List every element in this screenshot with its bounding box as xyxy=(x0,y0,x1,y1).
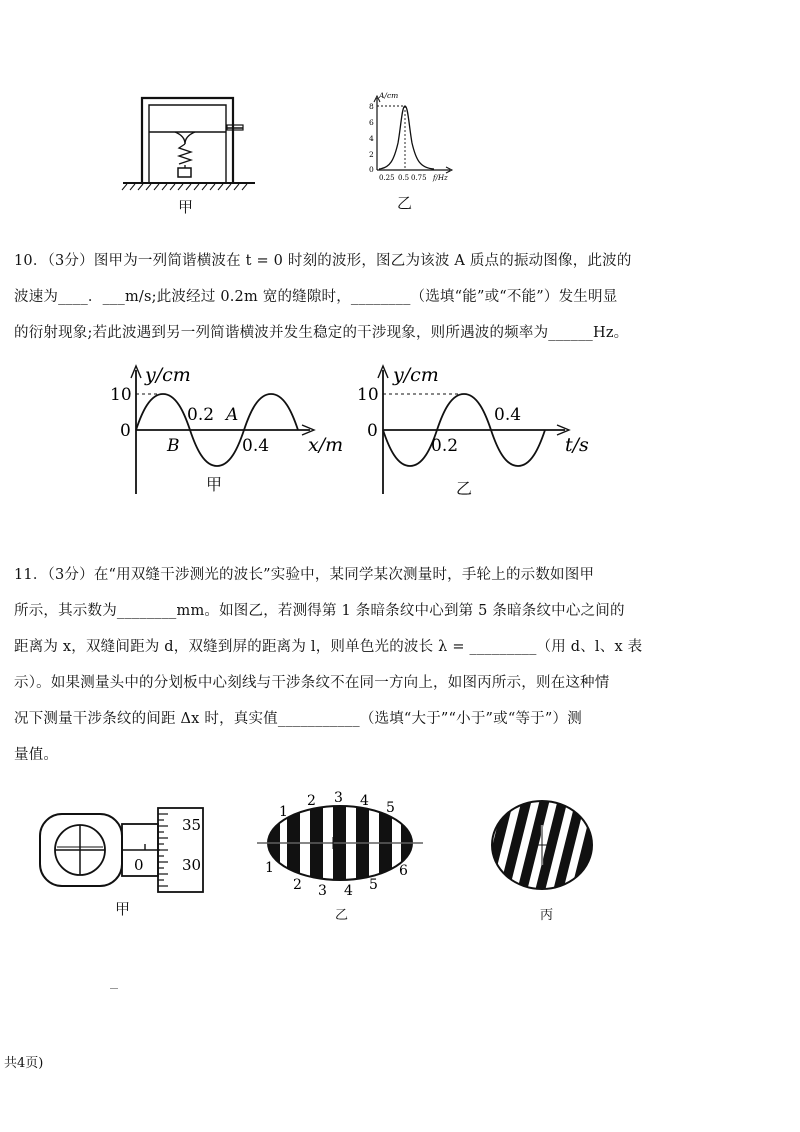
q10-line-3: 的衍射现象;若此波遇到另一列简谐横波并发生稳定的干涉现象，则所遇波的频率为______Hz。 xyxy=(14,325,629,341)
q11-line-1: 11．（3分）在“用双缝干涉测光的波长”实验中，某同学某次测量时，手轮上的示数如图甲 xyxy=(14,567,595,583)
wave-point-b: B xyxy=(167,436,180,456)
vibration-tick-04: 0.4 xyxy=(494,405,522,425)
fringe-top-number: 3 xyxy=(334,790,343,806)
q11-line-6: 量值。 xyxy=(14,747,59,763)
micrometer-caption: 甲 xyxy=(115,900,131,918)
fringe-top-number: 5 xyxy=(386,800,395,816)
resonance-y-label: A/cm xyxy=(379,91,399,100)
q11-line-2: 所示，其示数为________mm。如图乙，若测得第 1 条暗条纹中心到第 5 条暗条纹中心之间的 xyxy=(14,603,625,619)
wave-x-label: x/m xyxy=(308,434,344,456)
q10-line-2: 波速为____．___m/s;此波经过 0.2m 宽的缝隙时，________（选填“能”或“不能”）发生明显 xyxy=(14,289,618,305)
wave-y-label: y/cm xyxy=(145,364,191,386)
tilted-fringe-figure xyxy=(485,795,600,900)
question-11-text xyxy=(14,557,794,773)
fringe-bottom-number: 1 xyxy=(265,860,274,876)
spring-oscillator-figure xyxy=(115,88,265,193)
fringe-caption: 乙 xyxy=(335,908,349,923)
page-footer-note: 共4页) xyxy=(4,1056,44,1071)
fringe-top-number: 4 xyxy=(360,793,369,809)
wave-graph-caption: 甲 xyxy=(206,475,223,494)
footer-mark xyxy=(110,988,118,989)
q11-line-5: 况下测量干涉条纹的间距 Δx 时，真实值___________（选填“大于”“小于”或“等于”）测 xyxy=(14,711,582,727)
resonance-y-tick: 0 xyxy=(369,165,374,174)
vibration-graph-caption: 乙 xyxy=(456,479,473,498)
fringe-top-number: 1 xyxy=(279,804,288,820)
figure-caption-yi-top: 乙 xyxy=(397,194,413,212)
vibration-tick-02: 0.2 xyxy=(431,436,459,456)
q11-line-3: 距离为 x，双缝间距为 d，双缝到屏的距离为 l，则单色光的波长 λ = _________（用 d、l、x 表 xyxy=(14,639,643,655)
resonance-curve-graph xyxy=(360,88,470,188)
resonance-y-tick: 8 xyxy=(369,102,374,111)
fringe-bottom-number: 3 xyxy=(318,883,327,899)
micrometer-scale-30: 30 xyxy=(182,856,202,874)
resonance-x-tick: 0.25 xyxy=(379,174,395,182)
vibration-origin-label: 0 xyxy=(367,421,378,441)
wave-graph-jia xyxy=(110,362,355,502)
wave-tick-04: 0.4 xyxy=(242,436,270,456)
resonance-x-label: f/Hz xyxy=(433,174,448,182)
micrometer-scale-35: 35 xyxy=(182,816,202,834)
fringe-top-number: 2 xyxy=(307,793,316,809)
vibration-graph-yi xyxy=(355,362,600,502)
micrometer-main-zero: 0 xyxy=(134,856,144,874)
micrometer-figure xyxy=(35,800,225,900)
question-10-text xyxy=(14,243,794,351)
tilted-fringe-caption: 丙 xyxy=(540,908,554,923)
fringe-bottom-number: 6 xyxy=(399,863,408,879)
fringe-pattern-figure xyxy=(255,785,425,900)
wave-tick-02: 0.2 xyxy=(187,405,215,425)
wave-peak-label: 10 xyxy=(110,385,132,405)
wave-point-a: A xyxy=(226,405,239,425)
resonance-x-tick: 0.5 xyxy=(398,174,410,182)
resonance-y-tick: 4 xyxy=(369,134,374,143)
resonance-x-tick: 0.75 xyxy=(411,174,427,182)
resonance-y-tick: 6 xyxy=(369,118,374,127)
vibration-peak-label: 10 xyxy=(357,385,379,405)
q11-line-4: 示）。如果测量头中的分划板中心刻线与干涉条纹不在同一方向上，如图丙所示，则在这种情 xyxy=(14,675,610,691)
vibration-x-label: t/s xyxy=(565,434,589,456)
wave-origin-label: 0 xyxy=(120,421,131,441)
resonance-y-tick: 2 xyxy=(369,150,374,159)
vibration-y-label: y/cm xyxy=(393,364,439,386)
fringe-bottom-number: 2 xyxy=(293,877,302,893)
q10-line-1: 10．（3分）图甲为一列简谐横波在 t = 0 时刻的波形，图乙为该波 A 质点的振动图像，此波的 xyxy=(14,253,632,269)
figure-caption-jia-top: 甲 xyxy=(178,198,194,216)
fringe-bottom-number: 4 xyxy=(344,883,353,899)
fringe-bottom-number: 5 xyxy=(369,877,378,893)
